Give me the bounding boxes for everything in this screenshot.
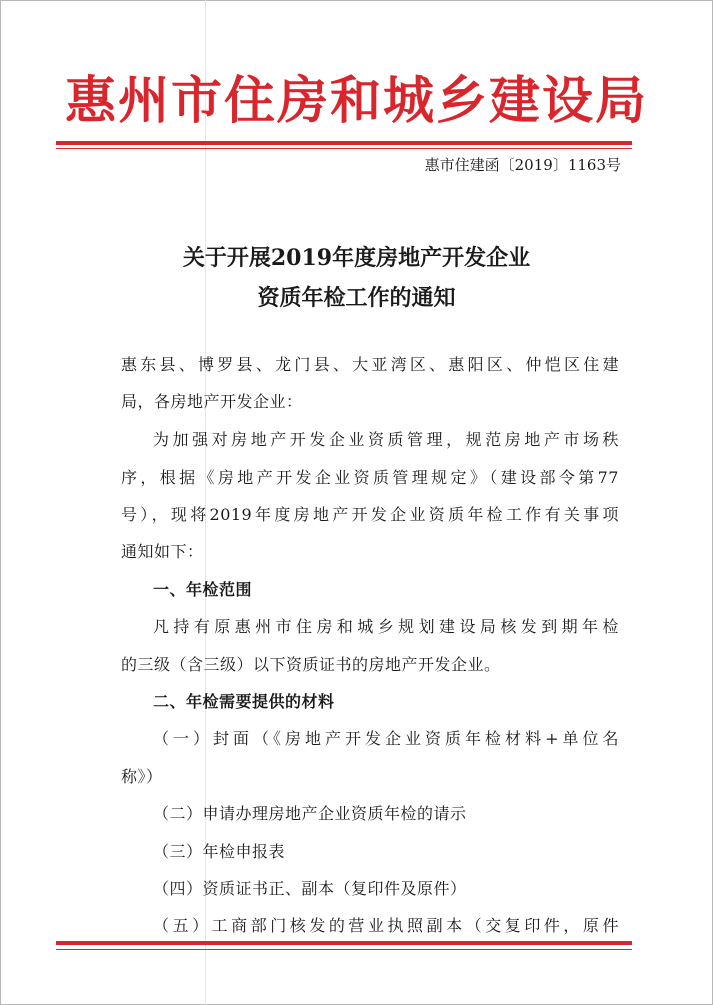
section-1-line-2: 的三级（含三级）以下资质证书的房地产开发企业。 [121, 655, 501, 674]
document-number: 惠市住建函〔2019〕1163号 [424, 156, 621, 174]
footer-rule-thick [56, 941, 632, 945]
footer-rule-thin [56, 949, 632, 950]
intro-line-4: 通知如下： [121, 542, 204, 561]
section-2-heading: 二、年检需要提供的材料 [153, 692, 335, 711]
section-2-item-1-line-2: 称》） [121, 767, 163, 786]
section-2-item-4: （四）资质证书正、副本（复印件及原件） [153, 879, 467, 898]
letterhead-org-name: 惠州市住房和城乡建设局 [64, 72, 648, 131]
section-2-item-2: （二）申请办理房地产企业资质年检的请示 [153, 804, 467, 823]
title-line-2: 资质年检工作的通知 [257, 285, 456, 311]
section-2-item-1-line-1: （一）封面（《房地产开发企业资质年检材料+单位名 [153, 729, 619, 748]
letterhead-rule-thick [56, 141, 632, 145]
intro-line-2: 序，根据《房地产开发企业资质管理规定》（建设部令第77 [121, 468, 619, 487]
section-1-heading: 一、年检范围 [153, 580, 253, 599]
letterhead-rule-thin [56, 148, 632, 149]
salutation-line-2: 局，各房地产开发企业： [121, 392, 303, 411]
salutation-line-1: 惠东县、博罗县、龙门县、大亚湾区、惠阳区、仲恺区住建 [121, 355, 619, 374]
intro-line-1: 为加强对房地产开发企业资质管理，规范房地产市场秩 [153, 430, 619, 449]
section-2-item-3: （三）年检申报表 [153, 842, 286, 861]
document-title [0, 238, 713, 318]
section-1-line-1: 凡持有原惠州市住房和城乡规划建设局核发到期年检 [153, 617, 619, 636]
section-2-item-5: （五）工商部门核发的营业执照副本（交复印件，原件 [153, 916, 619, 935]
intro-line-3: 号），现将2019年度房地产开发企业资质年检工作有关事项 [121, 505, 619, 524]
title-line-1: 关于开展2019年度房地产开发企业 [182, 245, 531, 271]
